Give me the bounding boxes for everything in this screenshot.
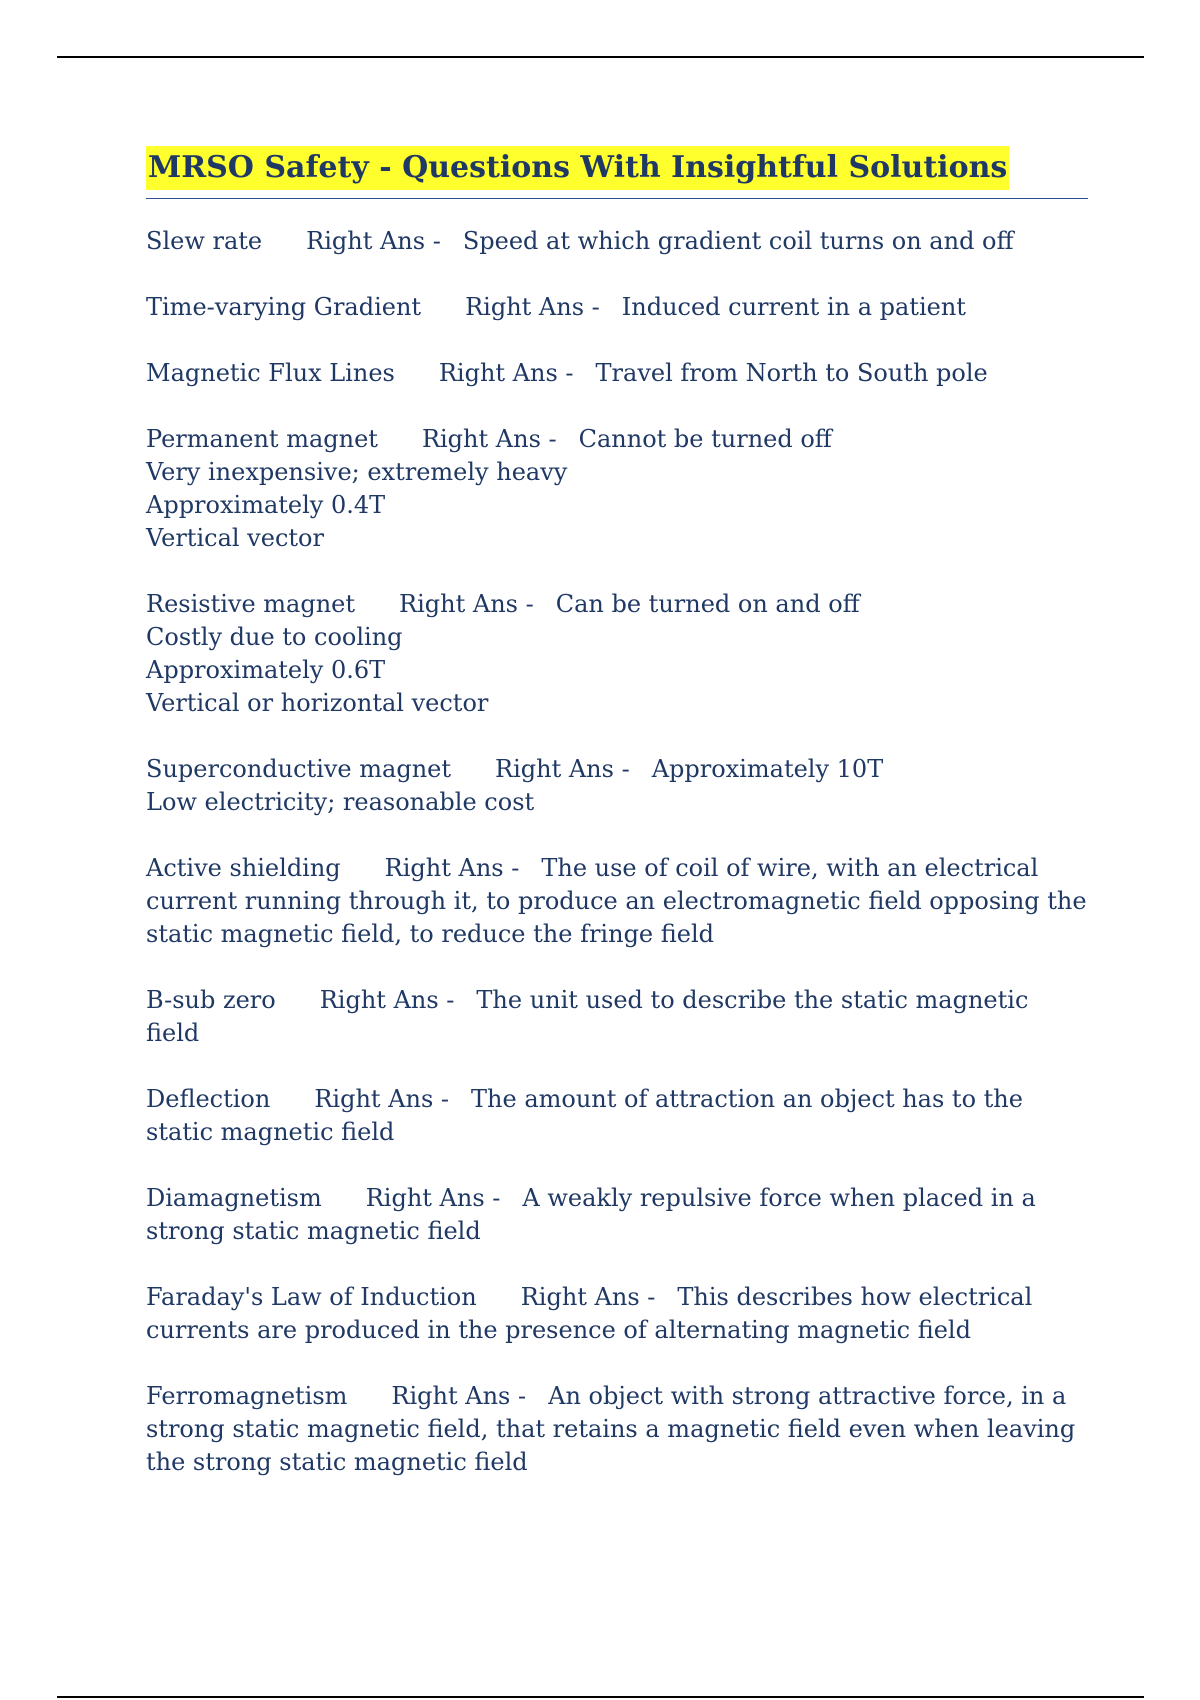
bottom-rule	[57, 1696, 1144, 1698]
qa-answer-label: Right Ans -	[438, 359, 574, 387]
qa-answer-label: Right Ans -	[314, 1085, 450, 1113]
qa-term: Permanent magnet	[146, 425, 378, 453]
qa-term: Active shielding	[146, 854, 341, 882]
qa-term: Magnetic Flux Lines	[146, 359, 395, 387]
qa-answer-label: Right Ans -	[319, 986, 455, 1014]
document-body	[146, 146, 1088, 1512]
qa-answer: This describes how electrical currents are produced in the presence of alternating magnetic field	[146, 1283, 1033, 1344]
qa-answer: A weakly repulsive force when placed in a strong static magnetic field	[146, 1184, 1036, 1245]
qa-answer: Travel from North to South pole	[595, 359, 988, 387]
qa-item	[146, 588, 1088, 720]
qa-answer-label: Right Ans -	[391, 1382, 527, 1410]
qa-answer-label: Right Ans -	[306, 227, 441, 255]
qa-answer-label: Right Ans -	[465, 293, 600, 321]
qa-item	[146, 1182, 1088, 1248]
qa-answer-label: Right Ans -	[399, 590, 534, 618]
qa-answer: Induced current in a patient	[621, 293, 966, 321]
qa-answer: An object with strong attractive force, in a strong static magnetic field, that retains a magnetic field even when leaving the strong static magnetic field	[146, 1382, 1076, 1476]
qa-item	[146, 1083, 1088, 1149]
qa-answer: Can be turned on and off Costly due to cooling Approximately 0.6T Vertical or horizontal vector	[146, 590, 860, 717]
qa-item	[146, 753, 1088, 819]
qa-term: Faraday's Law of Induction	[146, 1283, 477, 1311]
qa-term: Time-varying Gradient	[146, 293, 422, 321]
top-rule	[57, 56, 1144, 58]
qa-term: Superconductive magnet	[146, 755, 451, 783]
qa-answer-label: Right Ans -	[365, 1184, 501, 1212]
qa-item	[146, 1380, 1088, 1479]
title-block	[146, 146, 1088, 199]
qa-answer-label: Right Ans -	[520, 1283, 656, 1311]
qa-answer: Approximately 10T Low electricity; reasonable cost	[146, 755, 884, 816]
qa-term: Diamagnetism	[146, 1184, 322, 1212]
qa-item	[146, 852, 1088, 951]
qa-item	[146, 357, 1088, 390]
qa-answer-label: Right Ans -	[495, 755, 630, 783]
document-title: MRSO Safety - Questions With Insightful Solutions	[146, 146, 1009, 190]
qa-term: Slew rate	[146, 227, 263, 255]
qa-answer: The unit used to describe the static magnetic field	[146, 986, 1029, 1047]
qa-answer: Cannot be turned off Very inexpensive; extremely heavy Approximately 0.4T Vertical vector	[146, 425, 832, 552]
qa-item	[146, 225, 1088, 258]
qa-answer: The use of coil of wire, with an electrical current running through it, to produce an electromagnetic field opposing the static magnetic field, to reduce the fringe field	[146, 854, 1087, 948]
qa-list	[146, 225, 1088, 1479]
qa-item	[146, 291, 1088, 324]
qa-answer: Speed at which gradient coil turns on and off	[462, 227, 1014, 255]
qa-item	[146, 1281, 1088, 1347]
qa-answer-label: Right Ans -	[421, 425, 557, 453]
qa-item	[146, 423, 1088, 555]
qa-answer: The amount of attraction an object has to the static magnetic field	[146, 1085, 1023, 1146]
qa-item	[146, 984, 1088, 1050]
qa-answer-label: Right Ans -	[384, 854, 520, 882]
qa-term: Ferromagnetism	[146, 1382, 348, 1410]
qa-term: Resistive magnet	[146, 590, 356, 618]
qa-term: Deflection	[146, 1085, 271, 1113]
qa-term: B-sub zero	[146, 986, 276, 1014]
